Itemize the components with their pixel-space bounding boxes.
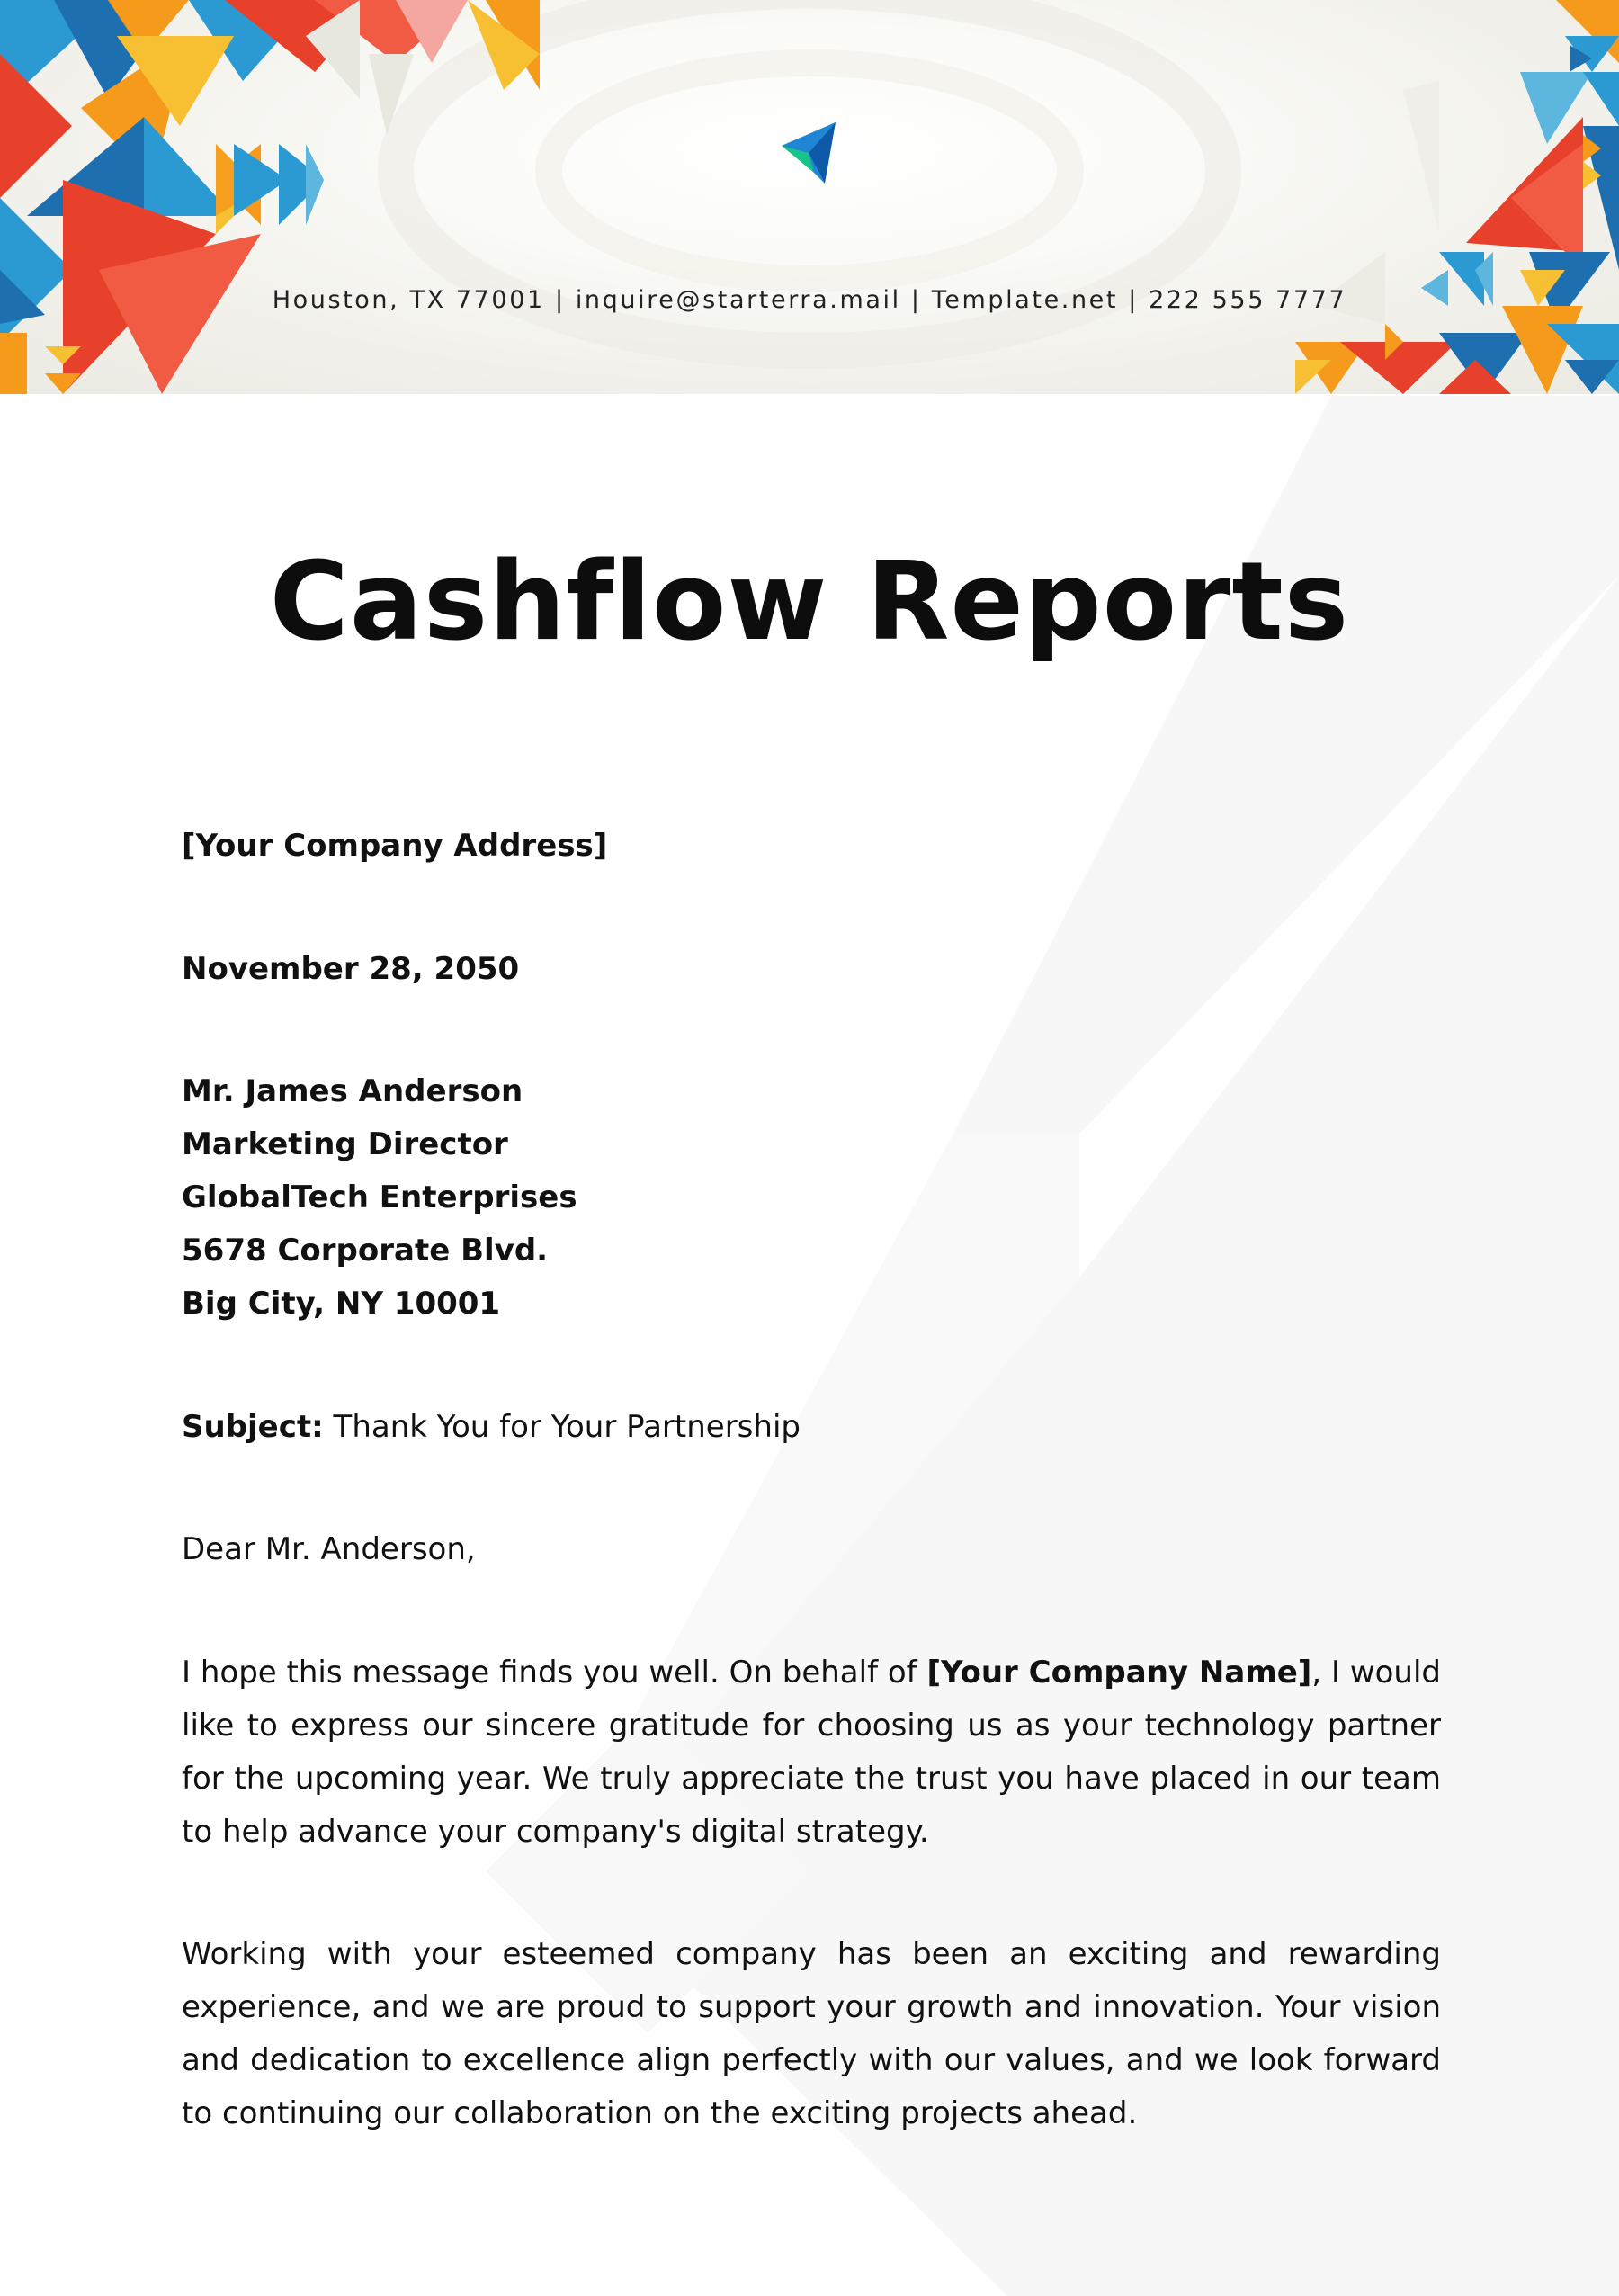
recipient-title: Marketing Director <box>182 1126 508 1162</box>
company-address-block <box>182 820 1441 873</box>
salutation-block <box>182 1523 1441 1576</box>
document-title: Cashflow Reports <box>269 540 1350 665</box>
recipient-block <box>182 1065 1441 1331</box>
geometric-decoration <box>0 0 1619 394</box>
paragraph-1 <box>182 1646 1441 1859</box>
subject-text: Thank You for Your Partnership <box>323 1409 801 1445</box>
recipient-name: Mr. James Anderson <box>182 1073 523 1109</box>
company-name-placeholder: [Your Company Name] <box>926 1655 1312 1691</box>
salutation: Dear Mr. Anderson, <box>182 1531 476 1567</box>
paragraph-1-intro: I hope this message finds you well. On behalf of <box>182 1655 927 1691</box>
header-banner <box>0 0 1619 394</box>
contact-line: Houston, TX 77001 | inquire@starterra.mail | Template.net | 222 555 7777 <box>272 286 1347 314</box>
paper-plane-icon <box>778 119 841 187</box>
recipient-city: Big City, NY 10001 <box>182 1286 501 1322</box>
subject-block <box>182 1401 1441 1454</box>
recipient-company: GlobalTech Enterprises <box>182 1179 577 1215</box>
subject-line <box>182 1401 1441 1454</box>
date-block <box>182 943 1441 996</box>
paragraph-1-rest: , I would like to express our sincere gratitude for choosing us as your technology partner for the upcoming year. We truly appreciate the trust you have placed in our team to help advance your company's digital strategy. <box>182 1655 1442 1850</box>
subject-label: Subject: <box>182 1409 324 1445</box>
recipient-street: 5678 Corporate Blvd. <box>182 1233 549 1269</box>
logo <box>778 119 841 187</box>
company-address: [Your Company Address] <box>182 828 608 864</box>
letter-date: November 28, 2050 <box>182 951 520 987</box>
paragraph-2: Working with your esteemed company has been an exciting and rewarding experience, and we are proud to support your growth and innovation. Your vision and dedication to excellence align perfectly with our values, and we look forward to continuing our collaboration on the exciting projects ahead. <box>182 1936 1441 2131</box>
